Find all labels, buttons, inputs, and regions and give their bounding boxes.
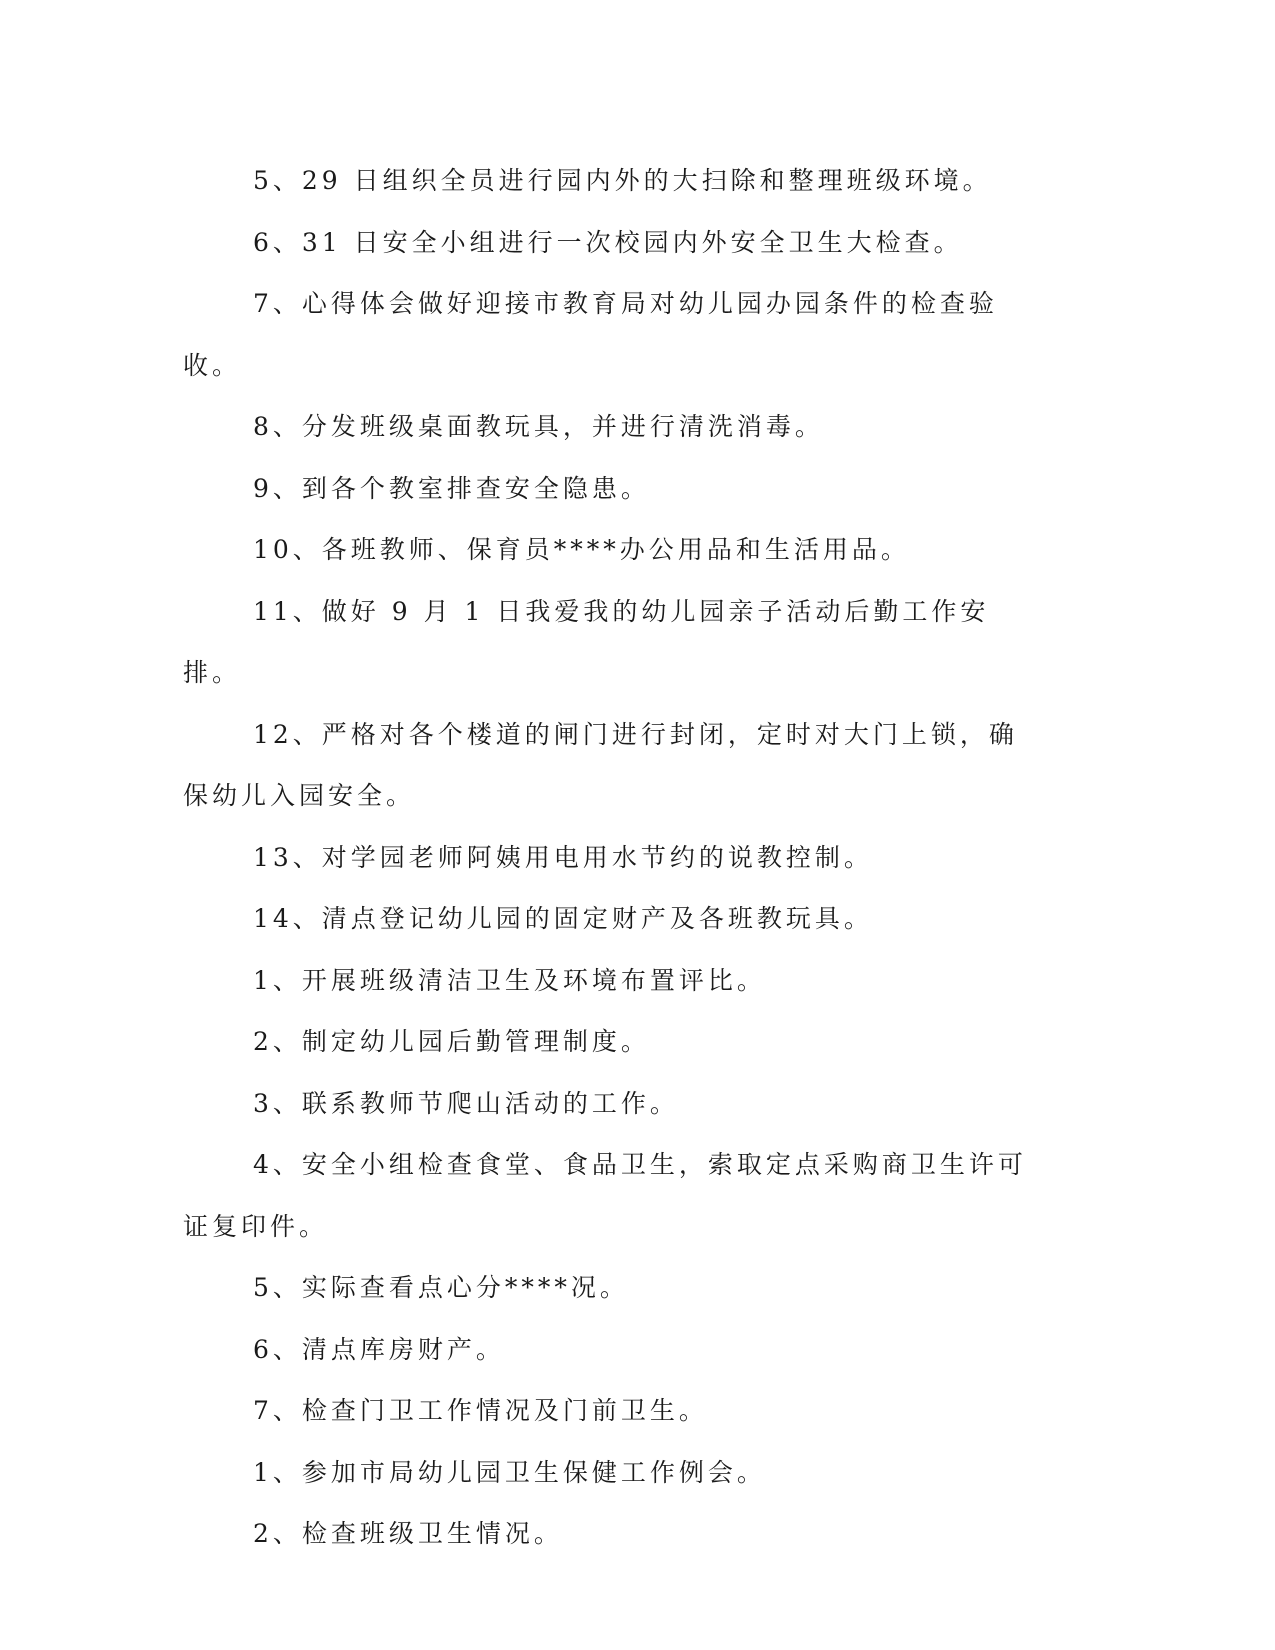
paragraph: 11、做好 9 月 1 日我爱我的幼儿园亲子活动后勤工作安排。 bbox=[183, 596, 990, 687]
paragraph: 13、对学园老师阿姨用电用水节约的说教控制。 bbox=[253, 842, 873, 872]
document-body bbox=[183, 150, 1033, 1565]
paragraph: 12、严格对各个楼道的闸门进行封闭，定时对大门上锁，确保幼儿入园安全。 bbox=[183, 719, 1018, 810]
paragraph: 1、参加市局幼儿园卫生保健工作例会。 bbox=[253, 1457, 766, 1487]
paragraph: 10、各班教师、保育员****办公用品和生活用品。 bbox=[253, 535, 910, 564]
paragraph: 7、检查门卫工作情况及门前卫生。 bbox=[253, 1396, 708, 1425]
paragraph: 5、实际查看点心分****况。 bbox=[253, 1273, 629, 1302]
paragraph: 5、29 日组织全员进行园内外的大扫除和整理班级环境。 bbox=[253, 166, 992, 195]
paragraph: 6、清点库房财产。 bbox=[253, 1334, 505, 1364]
paragraph: 4、安全小组检查食堂、食品卫生，索取定点采购商卫生许可证复印件。 bbox=[183, 1150, 1027, 1241]
paragraph: 7、心得体会做好迎接市教育局对幼儿园办园条件的检查验收。 bbox=[183, 289, 998, 380]
paragraph: 3、联系教师节爬山活动的工作。 bbox=[253, 1088, 679, 1118]
paragraph: 9、到各个教室排查安全隐患。 bbox=[253, 473, 650, 503]
paragraph: 14、清点登记幼儿园的固定财产及各班教玩具。 bbox=[253, 904, 873, 933]
paragraph: 2、制定幼儿园后勤管理制度。 bbox=[253, 1027, 650, 1056]
paragraph: 6、31 日安全小组进行一次校园内外安全卫生大检查。 bbox=[253, 227, 963, 257]
paragraph: 8、分发班级桌面教玩具，并进行清洗消毒。 bbox=[253, 412, 824, 441]
paragraph: 1、开展班级清洁卫生及环境布置评比。 bbox=[253, 965, 766, 995]
paragraph: 2、检查班级卫生情况。 bbox=[253, 1519, 563, 1548]
